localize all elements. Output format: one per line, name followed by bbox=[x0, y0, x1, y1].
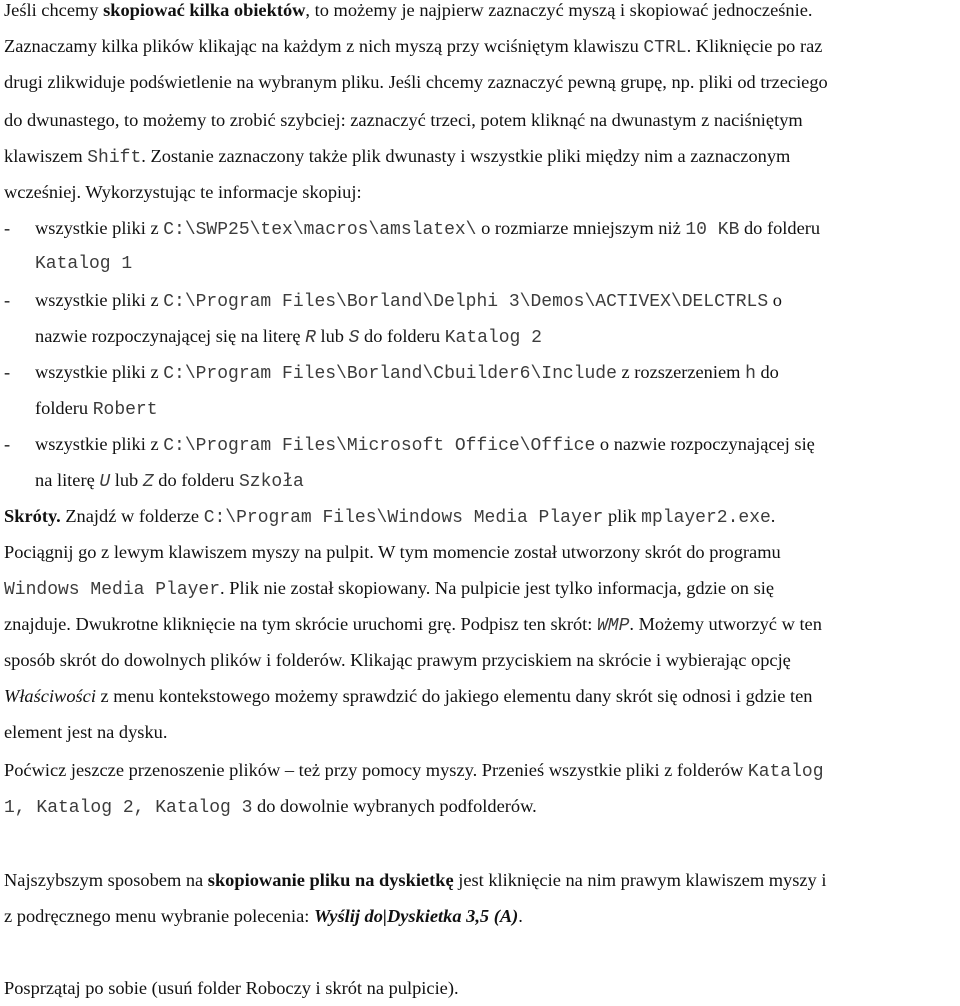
p2-line-3 bbox=[4, 570, 956, 606]
p1-line-6 bbox=[4, 174, 956, 210]
folder-name: Katalog 2 bbox=[444, 328, 542, 348]
text: . bbox=[518, 906, 523, 926]
size-value: 10 KB bbox=[685, 220, 740, 240]
menu-command: Wyślij do|Dyskietka 3,5 (A) bbox=[313, 906, 519, 926]
bold-phrase: skopiowanie pliku na dyskietkę bbox=[207, 870, 454, 890]
text: z rozszerzeniem bbox=[616, 362, 746, 382]
text: wcześniej. Wykorzystując te informacje skopiuj: bbox=[4, 182, 362, 202]
path: C:\Program Files\Borland\Cbuilder6\Include bbox=[163, 364, 617, 384]
key-shift: Shift bbox=[87, 148, 142, 168]
text: . Kliknięcie po raz bbox=[686, 36, 823, 56]
text: lub bbox=[315, 326, 349, 346]
list-item-3 bbox=[4, 354, 956, 390]
text: do dowolnie wybranych podfolderów. bbox=[252, 796, 537, 816]
text: o rozmiarze mniejszym niż bbox=[476, 218, 686, 238]
text: jest kliknięcie na nim prawym klawiszem myszy i bbox=[453, 870, 827, 890]
text: element jest na dysku. bbox=[4, 722, 168, 742]
list-item-2 bbox=[4, 282, 956, 318]
text: wszystkie pliki z bbox=[35, 434, 164, 454]
text: do bbox=[755, 362, 779, 382]
key-ctrl: CTRL bbox=[643, 38, 687, 58]
path: C:\Program Files\Windows Media Player bbox=[203, 508, 604, 528]
section-heading: Skróty. bbox=[4, 506, 61, 526]
text: z menu kontekstowego możemy sprawdzić do jakiego elementu dany skrót się odnosi i gdzie ten bbox=[95, 686, 813, 706]
list-item-3-cont bbox=[4, 390, 956, 426]
text: wszystkie pliki z bbox=[35, 290, 164, 310]
text: do folderu bbox=[153, 470, 239, 490]
text: plik bbox=[603, 506, 642, 526]
text: , to możemy je najpierw zaznaczyć myszą i skopiować jednocześnie. bbox=[305, 0, 813, 20]
p1-line-3 bbox=[4, 64, 956, 100]
text: sposób skrót do dowolnych plików i folderów. Klikając prawym przyciskiem na skrócie i wybierając opcję bbox=[4, 650, 791, 670]
folder-name: Szkoła bbox=[238, 472, 304, 492]
p2-line-5 bbox=[4, 642, 956, 678]
text: wszystkie pliki z bbox=[35, 362, 164, 382]
p2-line-2 bbox=[4, 534, 956, 570]
text: o bbox=[768, 290, 782, 310]
list-dash: - bbox=[4, 434, 11, 454]
extension: h bbox=[745, 364, 756, 384]
path: C:\Program Files\Borland\Delphi 3\Demos\ACTIVEX\DELCTRLS bbox=[163, 292, 769, 312]
list-item-2-cont bbox=[4, 318, 956, 354]
text: o nazwie rozpoczynającej się bbox=[595, 434, 815, 454]
list-item-4 bbox=[4, 426, 956, 462]
text: Jeśli chcemy bbox=[4, 0, 104, 20]
list-item-1 bbox=[4, 210, 956, 246]
text: nazwie rozpoczynającej się na literę bbox=[35, 326, 306, 346]
p3-line-2 bbox=[4, 788, 956, 824]
folder-name: Katalog bbox=[747, 762, 824, 782]
letter: S bbox=[348, 328, 360, 348]
text: klawiszem bbox=[4, 146, 88, 166]
text: Najszybszym sposobem na bbox=[4, 870, 208, 890]
text: . bbox=[770, 506, 776, 526]
folder-names: 1, Katalog 2, Katalog 3 bbox=[4, 798, 253, 818]
list-item-4-cont bbox=[4, 462, 956, 498]
text: . Zostanie zaznaczony także plik dwunasty i wszystkie pliki między nim a zaznaczonym bbox=[141, 146, 791, 166]
text: Poćwicz jeszcze przenoszenie plików – też przy pomocy myszy. Przenieś wszystkie pliki z folderów bbox=[4, 760, 748, 780]
bold-phrase: skopiować kilka obiektów bbox=[103, 0, 306, 20]
text: do folderu bbox=[739, 218, 821, 238]
letter: Z bbox=[142, 472, 154, 492]
text: do folderu bbox=[359, 326, 445, 346]
path: C:\Program Files\Microsoft Office\Office bbox=[163, 436, 596, 456]
text: do dwunastego, to możemy to zrobić szybciej: zaznaczyć trzeci, potem kliknąć na dwunastym z naciśniętym bbox=[4, 110, 803, 130]
text: Posprzątaj po sobie (usuń folder Roboczy i skrót na pulpicie). bbox=[4, 978, 459, 998]
text: . Plik nie został skopiowany. Na pulpicie jest tylko informacja, gdzie on się bbox=[220, 578, 775, 598]
text: znajduje. Dwukrotne kliknięcie na tym skrócie uruchomi grę. Podpisz ten skrót: bbox=[4, 614, 597, 634]
path: C:\SWP25\tex\macros\amslatex\ bbox=[163, 220, 477, 240]
list-dash: - bbox=[4, 290, 11, 310]
text: drugi zlikwiduje podświetlenie na wybranym pliku. Jeśli chcemy zaznaczyć pewną grupę, np. pliki od trzeciego bbox=[4, 72, 828, 92]
text: lub bbox=[110, 470, 143, 490]
shortcut-name: WMP bbox=[596, 616, 630, 636]
p2-line-4 bbox=[4, 606, 956, 642]
p1-line-5 bbox=[4, 138, 956, 174]
letter: U bbox=[99, 472, 111, 492]
list-dash: - bbox=[4, 218, 11, 238]
text: z podręcznego menu wybranie polecenia: bbox=[4, 906, 314, 926]
text: Znajdź w folderze bbox=[60, 506, 204, 526]
p2-line-1 bbox=[4, 498, 956, 534]
p1-line-4 bbox=[4, 102, 956, 138]
menu-option: Właściwości bbox=[4, 686, 96, 706]
p2-line-7 bbox=[4, 714, 956, 750]
text: folderu bbox=[35, 398, 93, 418]
list-dash: - bbox=[4, 362, 11, 382]
text: Zaznaczamy kilka plików klikając na każdym z nich myszą przy wciśniętym klawiszu bbox=[4, 36, 644, 56]
text: Pociągnij go z lewym klawiszem myszy na pulpit. W tym momencie został utworzony skrót do programu bbox=[4, 542, 781, 562]
program-name: Windows Media Player bbox=[4, 580, 221, 600]
p5-line-1 bbox=[4, 970, 956, 1006]
folder-name: Robert bbox=[92, 400, 158, 420]
p3-line-1 bbox=[4, 752, 956, 788]
list-item-1-cont bbox=[4, 246, 956, 282]
p4-line-1 bbox=[4, 862, 956, 898]
text: . Możemy utworzyć w ten bbox=[629, 614, 822, 634]
p1-line-1 bbox=[4, 0, 956, 28]
text: wszystkie pliki z bbox=[35, 218, 164, 238]
letter: R bbox=[305, 328, 316, 348]
folder-name: Katalog 1 bbox=[35, 254, 133, 274]
p2-line-6 bbox=[4, 678, 956, 714]
p1-line-2 bbox=[4, 28, 956, 64]
p4-line-2 bbox=[4, 898, 956, 934]
text: na literę bbox=[35, 470, 100, 490]
file-name: mplayer2.exe bbox=[641, 508, 771, 528]
